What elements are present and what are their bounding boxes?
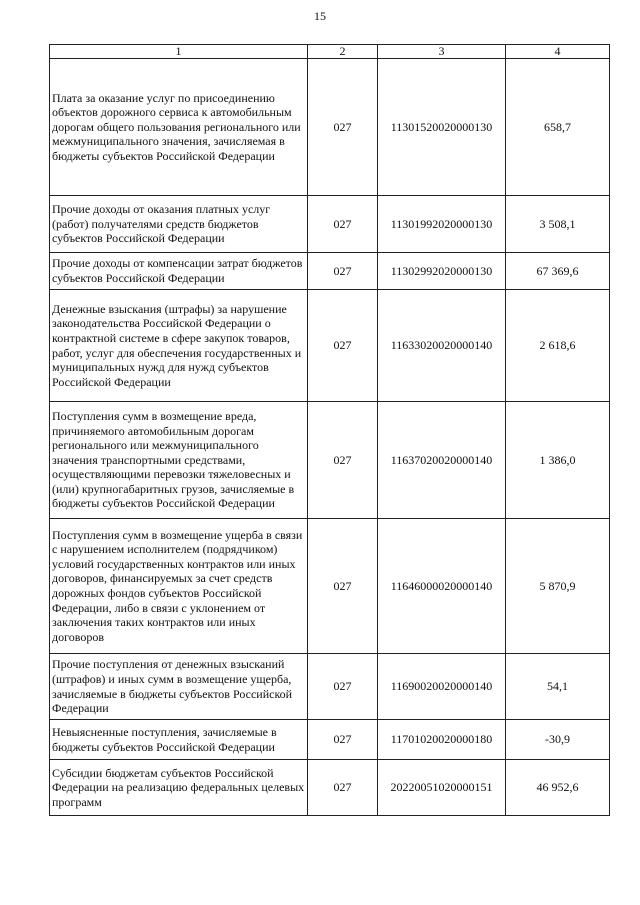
table-row [50,290,610,402]
row-admin-code: 027 [308,290,378,402]
table-header-row [50,45,610,59]
row-amount: -30,9 [506,720,610,760]
row-description: Прочие доходы от компенсации затрат бюджетов субъектов Российской Федерации [50,253,308,290]
row-admin-code: 027 [308,59,378,196]
row-admin-code: 027 [308,654,378,720]
row-amount: 1 386,0 [506,402,610,519]
row-description: Прочие поступления от денежных взысканий (штрафов) и иных сумм в возмещение ущерба, зачисляемые в бюджеты субъектов Российской Федерации [50,654,308,720]
column-header-4: 4 [506,45,610,59]
row-budget-code: 11633020020000140 [378,290,506,402]
row-amount: 3 508,1 [506,196,610,253]
row-amount: 46 952,6 [506,760,610,816]
row-admin-code: 027 [308,519,378,654]
row-description: Плата за оказание услуг по присоединению объектов дорожного сервиса к автомобильным дорогам общего пользования регионального или межмуниципального значения, зачисляемая в бюджеты субъектов Российской Федерации [50,59,308,196]
row-admin-code: 027 [308,253,378,290]
row-budget-code: 11301520020000130 [378,59,506,196]
row-amount: 2 618,6 [506,290,610,402]
row-admin-code: 027 [308,196,378,253]
row-description: Субсидии бюджетам субъектов Российской Федерации на реализацию федеральных целевых программ [50,760,308,816]
row-admin-code: 027 [308,760,378,816]
table-row [50,720,610,760]
row-budget-code: 11701020020000180 [378,720,506,760]
row-amount: 658,7 [506,59,610,196]
row-description: Прочие доходы от оказания платных услуг (работ) получателями средств бюджетов субъектов Российской Федерации [50,196,308,253]
row-description: Невыясненные поступления, зачисляемые в бюджеты субъектов Российской Федерации [50,720,308,760]
row-amount: 54,1 [506,654,610,720]
row-admin-code: 027 [308,402,378,519]
row-amount: 5 870,9 [506,519,610,654]
row-budget-code: 11637020020000140 [378,402,506,519]
column-header-2: 2 [308,45,378,59]
row-budget-code: 11302992020000130 [378,253,506,290]
row-budget-code: 11646000020000140 [378,519,506,654]
row-budget-code: 20220051020000151 [378,760,506,816]
table-row [50,654,610,720]
table-row [50,253,610,290]
table-row [50,760,610,816]
row-budget-code: 11301992020000130 [378,196,506,253]
row-description: Поступления сумм в возмещение вреда, причиняемого автомобильным дорогам регионального или межмуниципального значения транспортными средствами, осуществляющими перевозки тяжеловесных и (или) крупногабаритных грузов, зачисляемые в бюджеты субъектов Российской Федерации [50,402,308,519]
table-row [50,519,610,654]
column-header-3: 3 [378,45,506,59]
table-row [50,196,610,253]
row-description: Поступления сумм в возмещение ущерба в связи с нарушением исполнителем (подрядчиком) условий государственных контрактов или иных договоров, финансируемых за счет средств дорожных фондов субъектов Российской Федерации, либо в связи с уклонением от заключения таких контрактов или иных договоров [50,519,308,654]
page-number: 15 [314,9,326,23]
column-header-1: 1 [50,45,308,59]
budget-revenue-table [49,44,610,816]
table-row [50,59,610,196]
row-budget-code: 11690020020000140 [378,654,506,720]
row-amount: 67 369,6 [506,253,610,290]
table-row [50,402,610,519]
row-description: Денежные взыскания (штрафы) за нарушение законодательства Российской Федерации о контрактной системе в сфере закупок товаров, работ, услуг для обеспечения государственных и муниципальных нужд для нужд субъектов Российской Федерации [50,290,308,402]
row-admin-code: 027 [308,720,378,760]
